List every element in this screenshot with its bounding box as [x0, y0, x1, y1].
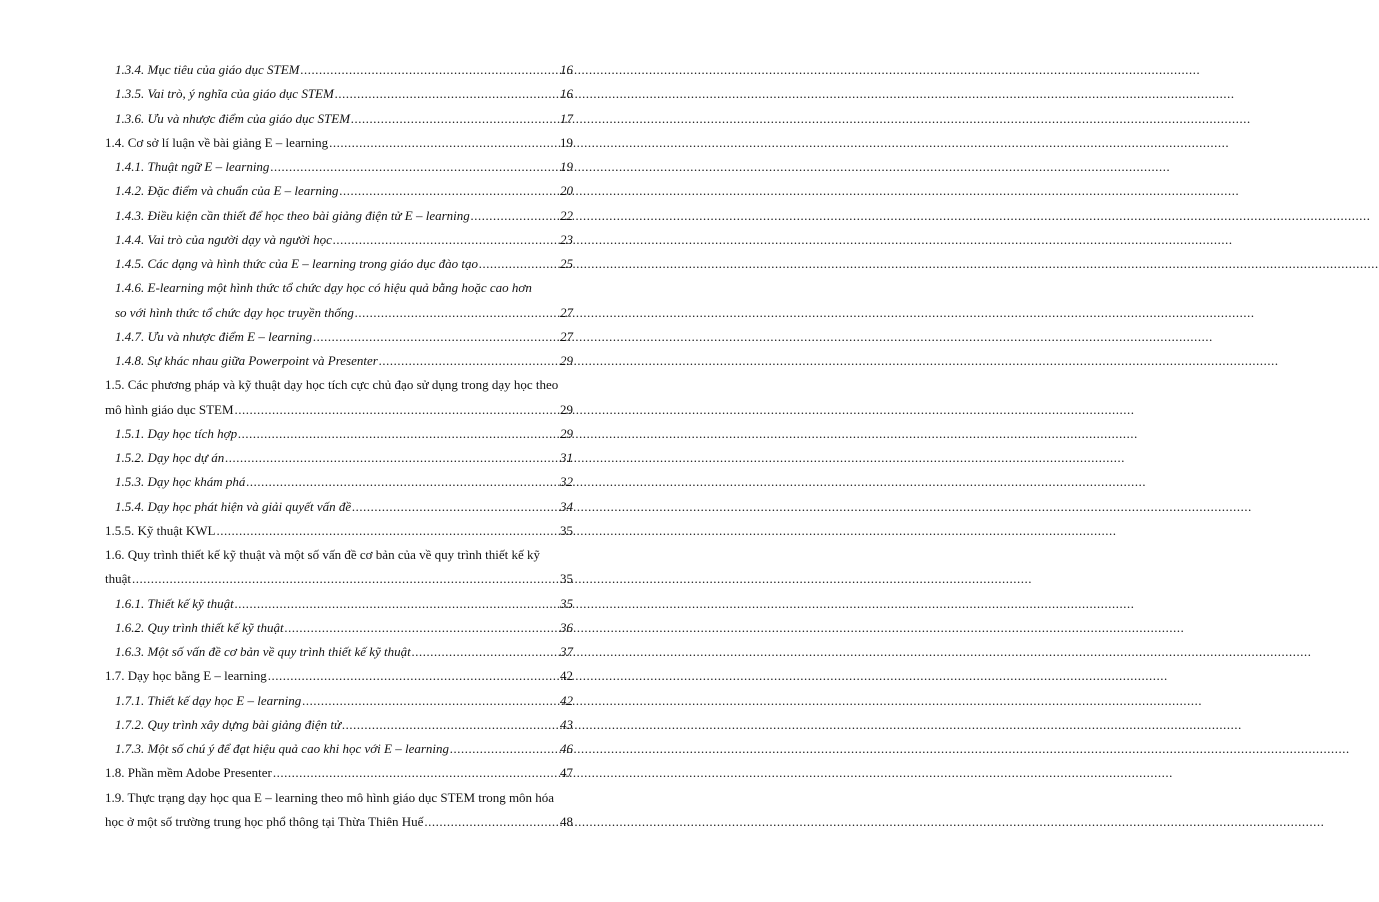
toc-page-number: 35 — [560, 522, 573, 538]
dot-leader — [301, 58, 560, 82]
toc-entry[interactable] — [105, 349, 573, 373]
toc-page-number: 29 — [560, 353, 573, 368]
dot-leader — [471, 204, 559, 228]
toc-page-number: 29 — [560, 425, 573, 441]
toc-entry[interactable] — [105, 228, 573, 252]
toc-entry[interactable] — [105, 810, 573, 834]
toc-entry-title: 1.4. Cơ sở lí luận về bài giảng E – learning — [105, 134, 329, 150]
toc-entry-title: 1.4.3. Điều kiện cần thiết để học theo bài giảng điện tử E – learning — [115, 207, 470, 223]
toc-entry-first-line[interactable] — [105, 786, 573, 810]
toc-entry[interactable] — [105, 58, 573, 82]
dot-leader — [352, 495, 559, 519]
toc-page-number: 19 — [560, 134, 573, 150]
toc-entry[interactable] — [105, 301, 573, 325]
dot-leader — [270, 155, 559, 179]
dot-leader — [235, 592, 559, 616]
dot-leader — [225, 446, 559, 470]
toc-page-number: 17 — [560, 110, 573, 126]
dot-leader — [355, 301, 559, 325]
toc-entry-title: 1.5.4. Dạy học phát hiện và giải quyết vấn đề — [115, 498, 352, 514]
dot-leader — [342, 713, 559, 737]
toc-entry[interactable] — [105, 495, 573, 519]
dot-leader — [479, 252, 559, 276]
toc-entry[interactable] — [105, 567, 573, 591]
toc-page-number: 42 — [560, 668, 573, 684]
toc-entry[interactable] — [105, 519, 573, 543]
toc-entry-title: 1.4.8. Sự khác nhau giữa Powerpoint và Presenter — [115, 353, 378, 368]
toc-page-number: 19 — [560, 159, 573, 174]
toc-entry-title: 1.7.1. Thiết kế dạy học E – learning — [115, 692, 302, 708]
dot-leader — [412, 640, 559, 664]
toc-entry[interactable] — [105, 131, 573, 155]
dot-leader — [379, 349, 559, 373]
toc-entry-title: thuật — [105, 571, 131, 587]
toc-entry[interactable] — [105, 398, 573, 422]
toc-page-number: 32 — [560, 474, 573, 490]
toc-entry[interactable] — [105, 713, 573, 737]
toc-entry[interactable] — [105, 592, 573, 616]
dot-leader — [268, 664, 559, 688]
toc-entry-title: 1.4.1. Thuật ngữ E – learning — [115, 159, 270, 174]
toc-entry-title: 1.5. Các phương pháp và kỹ thuật dạy học tích cực chủ đạo sử dụng trong dạy học theo — [105, 377, 559, 393]
toc-entry-title: 1.8. Phần mềm Adobe Presenter — [105, 765, 272, 781]
table-of-contents — [105, 58, 573, 834]
toc-entry[interactable] — [105, 737, 573, 761]
toc-entry[interactable] — [105, 422, 573, 446]
toc-entry[interactable] — [105, 252, 573, 276]
dot-leader — [246, 470, 559, 494]
toc-page-number: 35 — [560, 571, 573, 587]
toc-entry[interactable] — [105, 664, 573, 688]
dot-leader — [333, 228, 559, 252]
toc-entry-title: 1.7.2. Quy trình xây dựng bài giảng điện tử — [115, 716, 342, 732]
dot-leader — [285, 616, 559, 640]
toc-entry[interactable] — [105, 470, 573, 494]
toc-page-number: 27 — [560, 328, 573, 344]
dot-leader — [329, 131, 559, 155]
toc-entry-first-line[interactable] — [105, 276, 573, 300]
toc-page-number: 23 — [560, 231, 573, 247]
toc-page-number: 47 — [560, 765, 573, 781]
toc-page-number: 31 — [560, 450, 573, 465]
toc-entry-title: 1.3.5. Vai trò, ý nghĩa của giáo dục STEM — [115, 86, 334, 102]
toc-page-number: 43 — [560, 716, 573, 732]
toc-entry-title: 1.6. Quy trình thiết kế kỹ thuật và một số vấn đề cơ bản của về quy trình thiết kế kỹ — [105, 547, 541, 562]
toc-entry-title: 1.6.1. Thiết kế kỹ thuật — [115, 595, 234, 611]
toc-entry-title: 1.5.5. Kỹ thuật KWL — [105, 522, 216, 538]
toc-entry-title: 1.3.6. Ưu và nhược điểm của giáo dục STEM — [115, 110, 351, 126]
toc-entry-title: 1.4.2. Đặc điểm và chuẩn của E – learning — [115, 183, 339, 199]
toc-entry-title: 1.5.1. Dạy học tích hợp — [115, 425, 238, 441]
dot-leader — [302, 689, 559, 713]
dot-leader — [335, 82, 559, 106]
toc-page-number: 25 — [560, 256, 573, 271]
toc-entry-title: 1.3.4. Mục tiêu của giáo dục STEM — [115, 62, 300, 77]
toc-entry[interactable] — [105, 82, 573, 106]
toc-page-number: 16 — [560, 86, 573, 102]
toc-entry[interactable] — [105, 761, 573, 785]
toc-entry-title: 1.6.3. Một số vấn đề cơ bản về quy trình thiết kế kỹ thuật — [115, 644, 411, 659]
toc-entry-title: 1.7. Dạy học bằng E – learning — [105, 668, 267, 684]
toc-page-number: 48 — [560, 813, 573, 829]
toc-entry[interactable] — [105, 325, 573, 349]
dot-leader — [450, 737, 559, 761]
toc-page-number: 16 — [560, 62, 573, 77]
toc-page-number: 22 — [560, 207, 573, 223]
toc-entry-title: 1.9. Thực trạng dạy học qua E – learning theo mô hình giáo dục STEM trong môn hóa — [105, 789, 555, 805]
toc-entry-title: 1.4.7. Ưu và nhược điểm E – learning — [115, 328, 313, 344]
toc-entry-title: so với hình thức tổ chức dạy học truyền thống — [115, 304, 354, 320]
toc-entry[interactable] — [105, 446, 573, 470]
toc-entry[interactable] — [105, 204, 573, 228]
toc-entry[interactable] — [105, 155, 573, 179]
dot-leader — [216, 519, 559, 543]
toc-page-number: 29 — [560, 401, 573, 417]
toc-entry[interactable] — [105, 179, 573, 203]
toc-page-number: 36 — [560, 619, 573, 635]
dot-leader — [313, 325, 559, 349]
dot-leader — [235, 398, 559, 422]
dot-leader — [132, 567, 559, 591]
toc-entry-title: 1.4.4. Vai trò của người dạy và người học — [115, 231, 332, 247]
toc-page-number: 46 — [560, 741, 573, 756]
toc-entry-first-line[interactable] — [105, 543, 573, 567]
toc-entry-title: 1.4.6. E-learning một hình thức tổ chức dạy học có hiệu quả bằng hoặc cao hơn — [115, 280, 532, 296]
dot-leader — [424, 810, 559, 834]
toc-page-number: 34 — [560, 498, 573, 514]
dot-leader — [351, 107, 559, 131]
toc-page-number: 35 — [560, 595, 573, 611]
toc-page-number: 27 — [560, 304, 573, 320]
toc-entry-first-line[interactable] — [105, 373, 573, 397]
toc-entry-title: 1.5.2. Dạy học dự án — [115, 450, 225, 465]
toc-entry-title: 1.4.5. Các dạng và hình thức của E – learning trong giáo dục đào tạo — [115, 256, 478, 271]
toc-entry[interactable] — [105, 640, 573, 664]
toc-entry-title: 1.5.3. Dạy học khám phá — [115, 474, 246, 490]
toc-entry[interactable] — [105, 616, 573, 640]
dot-leader — [238, 422, 559, 446]
dot-leader — [273, 761, 559, 785]
toc-entry-title: 1.7.3. Một số chú ý để đạt hiệu quả cao khi học với E – learning — [115, 741, 450, 756]
toc-entry-title: 1.6.2. Quy trình thiết kế kỹ thuật — [115, 619, 284, 635]
toc-entry-title: học ở một số trường trung học phổ thông tại Thừa Thiên Huế — [105, 813, 424, 829]
toc-entry-title: mô hình giáo dục STEM — [105, 401, 234, 417]
toc-entry[interactable] — [105, 689, 573, 713]
dot-leader — [339, 179, 559, 203]
toc-page-number: 37 — [560, 644, 573, 659]
toc-page-number: 42 — [560, 692, 573, 708]
toc-entry[interactable] — [105, 107, 573, 131]
toc-page-number: 20 — [560, 183, 573, 199]
